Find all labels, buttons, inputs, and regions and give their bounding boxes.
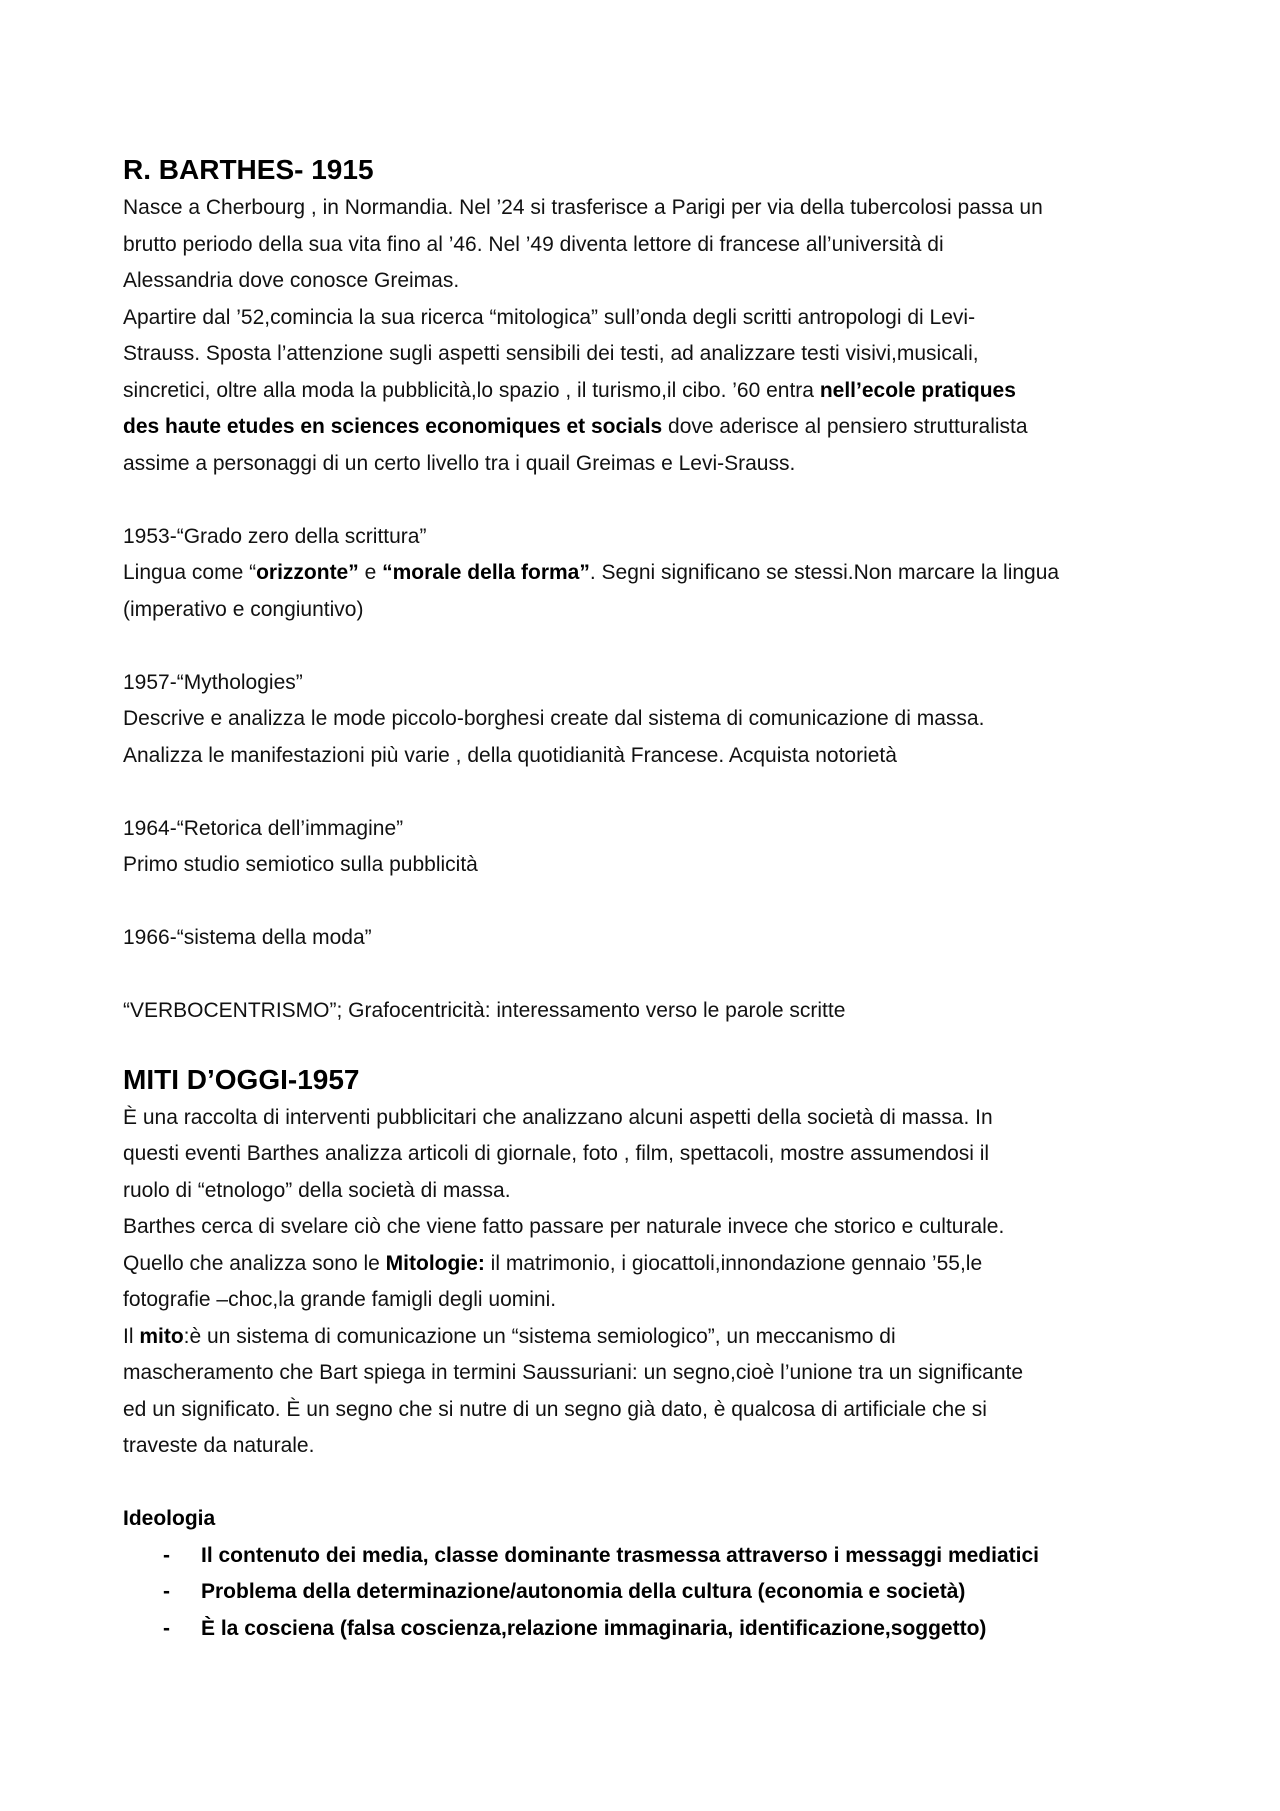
section-heading-barthes: R. BARTHES- 1915 bbox=[123, 154, 374, 185]
work-text: . Segni significano se stessi.Non marcare la lingua bbox=[589, 561, 1060, 584]
work-text: e bbox=[358, 561, 383, 584]
work-title-1964: 1964-“Retorica dell’immagine” bbox=[123, 816, 404, 840]
bio-text: sincretici, oltre alla moda la pubblicità,lo spazio , il turismo,il cibo. ’60 entra bbox=[123, 378, 820, 402]
mito-line: traveste da naturale. bbox=[123, 1434, 315, 1457]
list-item-text: Il contenuto dei media, classe dominante trasmessa attraverso i messaggi mediatici bbox=[201, 1543, 1039, 1567]
list-item bbox=[123, 1538, 1163, 1575]
bio-line: Apartire dal ’52,comincia la sua ricerca “mitologica” sull’onda degli scritti antropologi di Levi- bbox=[123, 305, 976, 329]
term-orizzonte: orizzonte” bbox=[256, 561, 359, 584]
spacer bbox=[123, 482, 1163, 519]
mitologie-line2: fotografie –choc,la grande famigli degli uomini. bbox=[123, 1288, 557, 1311]
work-title-1966: 1966-“sistema della moda” bbox=[123, 926, 372, 949]
spacer bbox=[123, 1465, 1163, 1502]
work-desc-1953-line2: (imperativo e congiuntivo) bbox=[123, 597, 364, 621]
bio-line: brutto periodo della sua vita fino al ’46. Nel ’49 diventa lettore di francese all’università di bbox=[123, 232, 944, 256]
spacer bbox=[123, 628, 1163, 665]
bio-line bbox=[123, 373, 1163, 410]
mito-line bbox=[123, 1319, 1163, 1356]
work-desc-1957-line2: Analizza le manifestazioni più varie , della quotidianità Francese. Acquista notorietà bbox=[123, 743, 897, 767]
ideologia-heading bbox=[123, 1501, 1163, 1538]
miti-line: questi eventi Barthes analizza articoli di giornale, foto , film, spettacoli, mostre assumendosi il bbox=[123, 1142, 990, 1165]
term-mito: mito bbox=[139, 1324, 184, 1348]
bio-line: Strauss. Sposta l’attenzione sugli aspetti sensibili dei testi, ad analizzare testi visivi,musicali, bbox=[123, 342, 979, 365]
work-desc-1953 bbox=[123, 555, 1163, 592]
bio-bold-text: des haute etudes en sciences economiques et socials bbox=[123, 415, 663, 438]
miti-text: :è un sistema di comunicazione un “sistema semiologico”, un meccanismo di bbox=[183, 1324, 896, 1348]
mito-line: ed un significato. È un segno che si nutre di un segno già dato, è qualcosa di artificiale che si bbox=[123, 1397, 987, 1421]
miti-line: È una raccolta di interventi pubblicitari che analizzano alcuni aspetti della società di massa. In bbox=[123, 1105, 993, 1129]
spacer bbox=[123, 774, 1163, 811]
ideologia-title: Ideologia bbox=[123, 1507, 216, 1530]
miti-text: Quello che analizza sono le bbox=[123, 1251, 386, 1275]
bio-line: assime a personaggi di un certo livello tra i quail Greimas e Levi-Srauss. bbox=[123, 451, 796, 475]
verbocentrismo-note: “VERBOCENTRISMO”; Grafocentricità: interessamento verso le parole scritte bbox=[123, 999, 846, 1022]
term-morale: “morale della forma” bbox=[382, 561, 590, 584]
list-item bbox=[123, 1574, 1163, 1611]
mito-line: mascheramento che Bart spiega in termini Saussuriani: un segno,cioè l’unione tra un significante bbox=[123, 1361, 1024, 1384]
bullet-dash: - bbox=[163, 1580, 170, 1603]
work-desc-1957: Descrive e analizza le mode piccolo-borghesi create dal sistema di comunicazione di massa. bbox=[123, 707, 985, 730]
miti-line: Barthes cerca di svelare ciò che viene fatto passare per naturale invece che storico e culturale. bbox=[123, 1215, 1005, 1238]
work-title-1957: 1957-“Mythologies” bbox=[123, 670, 303, 694]
bio-text: dove aderisce al pensiero strutturalista bbox=[662, 415, 1028, 438]
spacer bbox=[123, 1030, 1163, 1060]
mitologie-line bbox=[123, 1246, 1163, 1283]
list-item bbox=[123, 1611, 1163, 1648]
work-text: Lingua come “ bbox=[123, 561, 257, 584]
bio-line: Alessandria dove conosce Greimas. bbox=[123, 269, 460, 292]
spacer bbox=[123, 884, 1163, 921]
miti-text: il matrimonio, i giocattoli,innondazione gennaio ’55,le bbox=[484, 1251, 983, 1275]
bio-line: Nasce a Cherbourg , in Normandia. Nel ’24 si trasferisce a Parigi per via della tubercolosi passa un bbox=[123, 196, 1043, 219]
list-item-text: Problema della determinazione/autonomia della cultura (economia e società) bbox=[201, 1580, 966, 1603]
bullet-dash: - bbox=[163, 1543, 170, 1567]
bullet-dash: - bbox=[163, 1616, 170, 1640]
work-title-1953: 1953-“Grado zero della scrittura” bbox=[123, 524, 427, 548]
miti-line: ruolo di “etnologo” della società di massa. bbox=[123, 1178, 511, 1202]
bio-bold-text: nell’ecole pratiques bbox=[819, 378, 1016, 402]
miti-text: Il bbox=[123, 1324, 140, 1348]
bio-line bbox=[123, 409, 1163, 446]
spacer bbox=[123, 957, 1163, 994]
term-mitologie: Mitologie: bbox=[385, 1251, 485, 1275]
section-heading-miti: MITI D’OGGI-1957 bbox=[123, 1063, 360, 1095]
list-item-text: È la cosciena (falsa coscienza,relazione immaginaria, identificazione,soggetto) bbox=[201, 1616, 987, 1640]
work-desc-1964: Primo studio semiotico sulla pubblicità bbox=[123, 853, 478, 876]
ideologia-list bbox=[123, 1538, 1163, 1648]
document-page bbox=[123, 150, 1163, 1647]
